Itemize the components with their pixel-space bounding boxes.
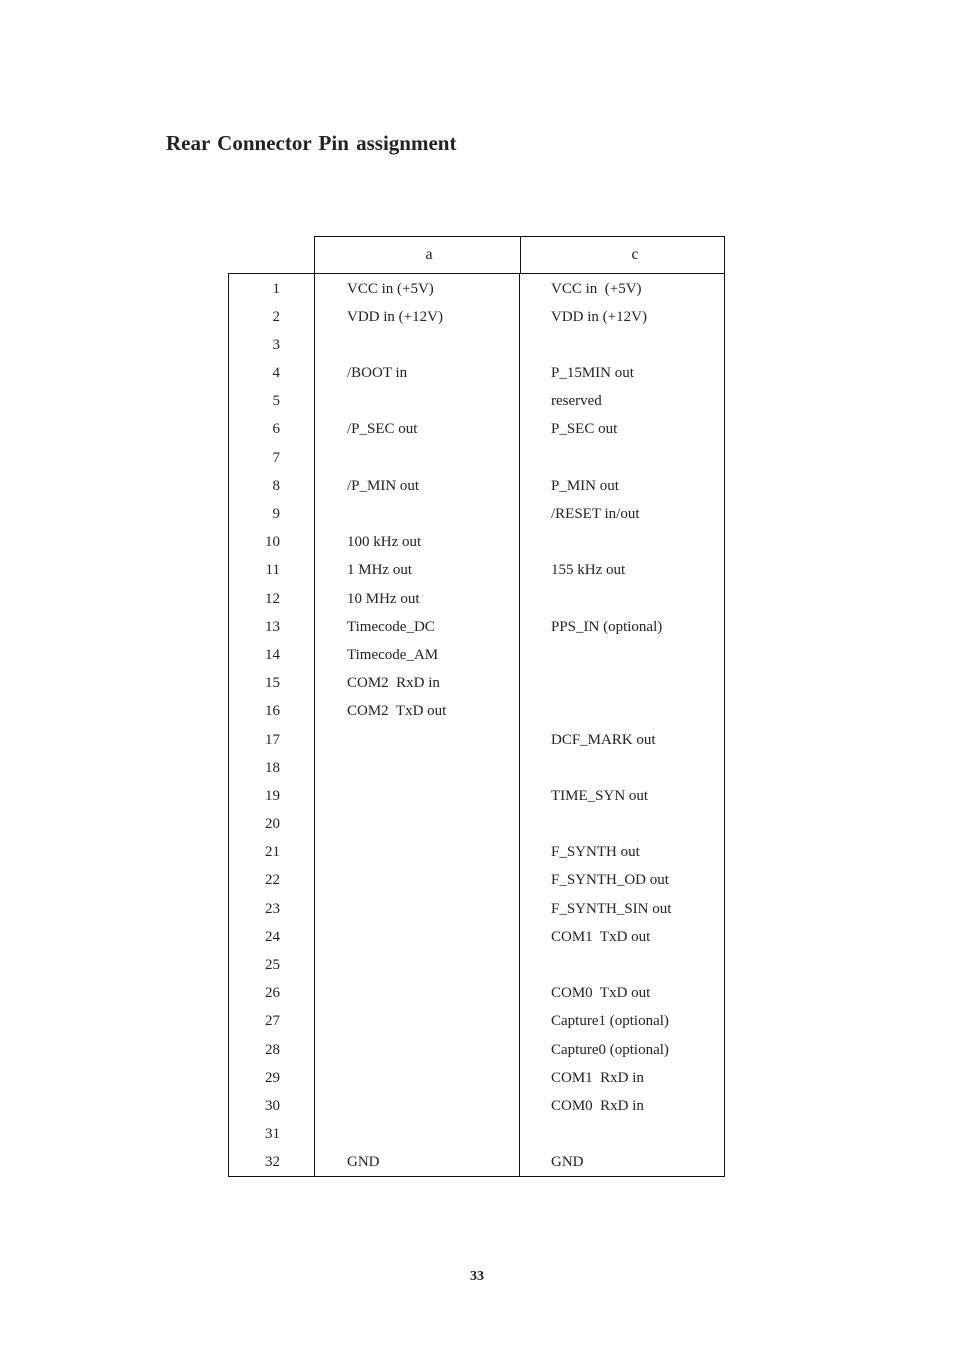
pin-number: 11 [265,562,280,579]
pin-number: 24 [265,928,280,945]
table-row [229,359,724,387]
table-row [229,387,724,415]
signal-row-a: COM2 TxD out [347,703,447,720]
signal-row-a: VDD in (+12V) [347,308,443,325]
pin-number: 26 [265,985,280,1002]
column-header-a: a [425,246,433,263]
pin-number: 13 [265,618,280,635]
table-row [229,1064,724,1092]
table-row [229,1007,724,1035]
pin-number: 9 [272,506,280,523]
signal-row-a: Timecode_AM [347,646,439,663]
table-row [229,866,724,894]
pin-number: 30 [265,1098,280,1114]
table-row [229,613,724,641]
table-row [229,726,724,754]
pin-number: 10 [265,534,280,551]
table-row [229,528,724,556]
pin-number: 20 [265,816,280,833]
table-row [229,697,724,725]
pin-number: 14 [265,646,280,663]
signal-row-c: GND [551,1154,584,1171]
table-row [229,444,724,472]
pin-number: 16 [265,703,280,720]
pin-number: 31 [265,1126,280,1143]
column-header-c: c [631,246,639,263]
pin-number: 23 [265,900,280,917]
pin-number: 19 [265,787,280,804]
pin-number: 22 [265,872,280,889]
pin-number: 21 [265,844,280,861]
table-row [229,1120,724,1148]
pin-number: 25 [265,957,280,974]
pin-number: 28 [265,1041,280,1058]
pin-number: 1 [272,280,280,297]
table-row [229,556,724,584]
pin-number: 12 [265,590,280,607]
pin-number: 5 [272,393,280,410]
signal-row-c: F_SYNTH_SIN out [551,900,672,917]
signal-row-c: TIME_SYN out [551,787,649,804]
pin-number: 6 [272,421,280,438]
table-row [229,895,724,923]
signal-row-c: Capture1 (optional) [551,1013,669,1030]
pin-assignment-table [228,273,725,1177]
signal-row-c: F_SYNTH out [551,844,640,861]
signal-row-a: 100 kHz out [347,534,422,551]
page-title: Rear Connector Pin assignment [166,131,457,155]
header-divider [520,237,521,273]
pin-number: 29 [265,1069,280,1086]
table-row [229,923,724,951]
signal-row-c: COM0 TxD out [551,985,651,1002]
pin-number: 7 [272,449,280,466]
pin-number: 15 [265,675,280,692]
table-row [229,1092,724,1120]
signal-row-c: VCC in (+5V) [551,280,642,297]
page-number: 33 [470,1269,484,1284]
pin-number: 27 [265,1013,280,1030]
signal-row-a: VCC in (+5V) [347,280,434,297]
signal-row-c: COM0 RxD in [551,1098,644,1114]
signal-row-c: DCF_MARK out [551,731,656,748]
signal-row-c: COM1 TxD out [551,928,651,945]
pin-number: 3 [272,336,280,353]
pin-number: 2 [272,308,280,325]
table-row [229,303,724,331]
signal-row-c: P_15MIN out [551,365,634,382]
signal-row-a: GND [347,1154,380,1171]
signal-row-c: VDD in (+12V) [551,308,647,325]
signal-row-a: /P_SEC out [347,421,418,438]
pin-number: 8 [272,477,280,494]
table-row [229,585,724,613]
signal-row-c: /RESET in/out [551,506,640,523]
table-row [229,951,724,979]
table-row [229,641,724,669]
table-row [229,754,724,782]
signal-row-a: /BOOT in [347,365,408,382]
pin-number: 4 [272,365,280,382]
table-row [229,1148,724,1176]
signal-row-a: 10 MHz out [347,590,420,607]
table-row [229,472,724,500]
table-row [229,782,724,810]
signal-row-c: PPS_IN (optional) [551,618,663,635]
signal-row-c: reserved [551,393,602,410]
table-row [229,275,724,303]
signal-row-c: P_SEC out [551,421,618,438]
signal-row-c: Capture0 (optional) [551,1041,669,1058]
signal-row-a: COM2 RxD in [347,675,440,692]
signal-row-a: Timecode_DC [347,618,435,635]
table-row [229,669,724,697]
signal-row-a: 1 MHz out [347,562,412,579]
table-row [229,838,724,866]
table-row [229,500,724,528]
table-row [229,1036,724,1064]
table-row [229,810,724,838]
pin-number: 32 [265,1154,280,1171]
signal-row-a: /P_MIN out [347,477,420,494]
table-row [229,415,724,443]
pin-number: 18 [265,759,280,776]
table-row [229,331,724,359]
signal-row-c: 155 kHz out [551,562,626,579]
signal-row-c: P_MIN out [551,477,619,494]
table-header [314,236,725,273]
table-row [229,979,724,1007]
signal-row-c: COM1 RxD in [551,1069,644,1086]
pin-number: 17 [265,731,280,748]
signal-row-c: F_SYNTH_OD out [551,872,669,889]
